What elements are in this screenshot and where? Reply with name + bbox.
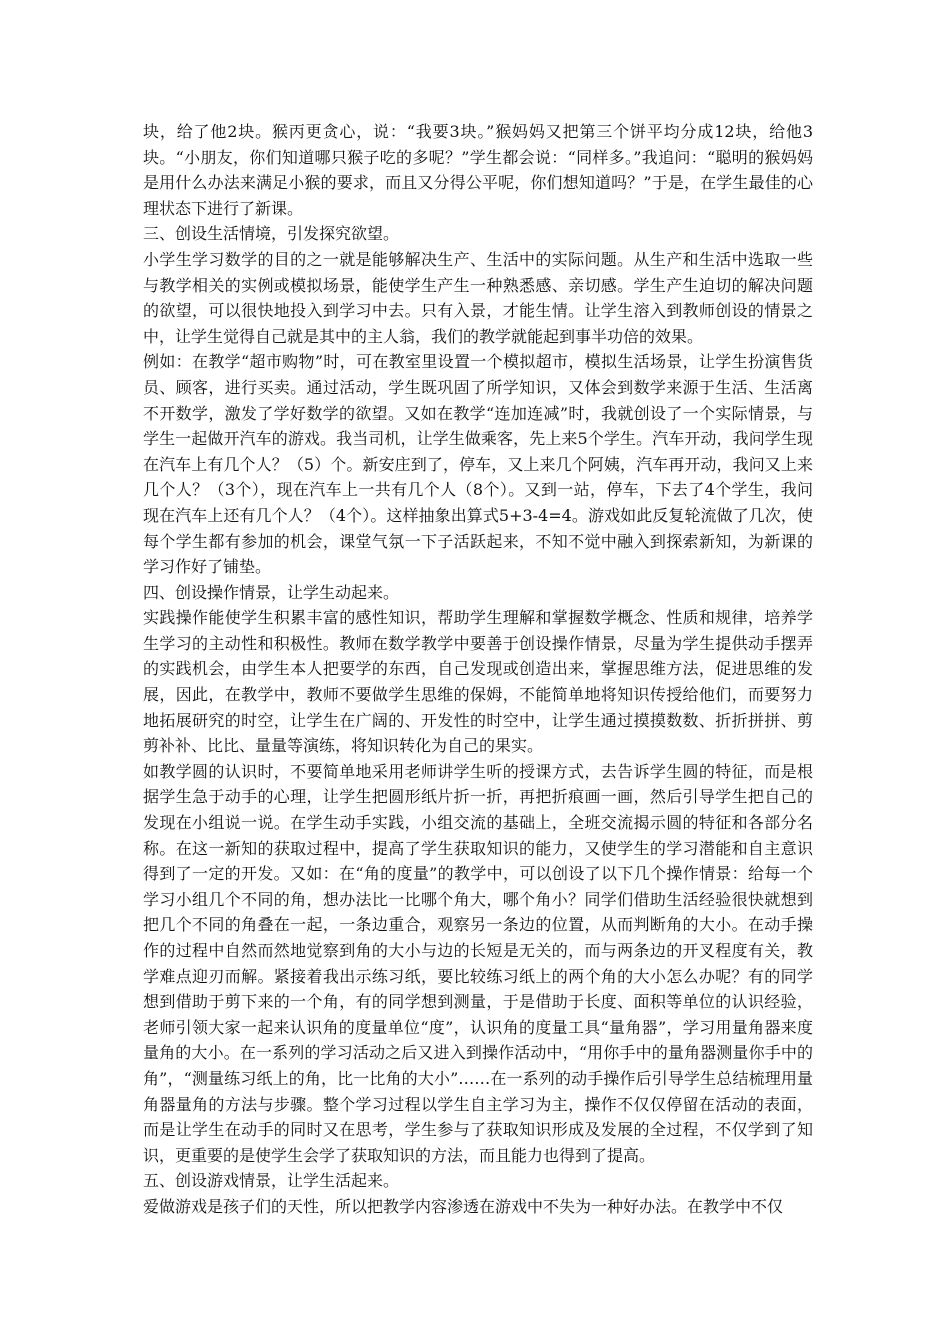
document-body [143, 119, 813, 1220]
paragraph-circle-and-angle-example: 如教学圆的认识时，不要简单地采用老师讲学生听的授课方式，去告诉学生圆的特征，而是根据学生急于动手的心理，让学生把圆形纸片折一折，再把折痕画一画，然后引导学生把自己的发现在小组说一说。在学生动手实践，小组交流的基础上，全班交流揭示圆的特征和各部分名称。在这一新知的获取过程中，提高了学生获取知识的能力，又使学生的学习潜能和自主意识得到了一定的开发。又如：在“角的度量”的教学中，可以创设了以下几个操作情景：给每一个学习小组几个不同的角，想办法比一比哪个角大，哪个角小？同学们借助生活经验很快就想到把几个不同的角叠在一起，一条边重合，观察另一条边的位置，从而判断角的大小。在动手操作的过程中自然而然地觉察到角的大小与边的长短是无关的，而与两条边的开叉程度有关，教学难点迎刃而解。紧接着我出示练习纸，要比较练习纸上的两个角的大小怎么办呢？有的同学想到借助于剪下来的一个角，有的同学想到测量，于是借助于长度、面积等单位的认识经验，老师引领大家一起来认识角的度量单位“度”，认识角的度量工具“量角器”，学习用量角器来度量角的大小。在一系列的学习活动之后又进入到操作活动中，“用你手中的量角器测量你手中的角”，“测量练习纸上的角，比一比角的大小”……在一系列的动手操作后引导学生总结梳理用量角器量角的方法与步骤。整个学习过程以学生自主学习为主，操作不仅仅停留在活动的表面，而是让学生在动手的同时又在思考，学生参与了获取知识形成及发展的全过程，不仅学到了知识，更重要的是使学生会学了获取知识的方法，而且能力也得到了提高。 [143, 761, 813, 1165]
paragraph-life-situation: 小学生学习数学的目的之一就是能够解决生产、生活中的实际问题。从生产和生活中选取一些与教学相关的实例或模拟场景，能使学生产生一种熟悉感、亲切感。学生产生迫切的解决问题的欲望，可以很快地投入到学习中去。只有入景，才能生情。让学生溶入到教师创设的情景之中，让学生觉得自己就是其中的主人翁，我们的教学就能起到事半功倍的效果。 [143, 249, 813, 346]
paragraph-games: 爱做游戏是孩子们的天性，所以把教学内容渗透在游戏中不失为一种好办法。在教学中不仅 [143, 1196, 784, 1216]
paragraph-hands-on-practice: 实践操作能使学生积累丰富的感性知识，帮助学生理解和掌握数学概念、性质和规律，培养学生学习的主动性和积极性。教师在数学教学中要善于创设操作情景，尽量为学生提供动手摆弄的实践机会，由学生本人把要学的东西，自己发现或创造出来，掌握思维方法，促进思维的发展，因此，在教学中，教师不要做学生思维的保姆，不能简单地将知识传授给他们，而要努力地拓展研究的时空，让学生在广阔的、开发性的时空中，让学生通过摸摸数数、折折拼拼、剪剪补补、比比、量量等演练，将知识转化为自己的果实。 [143, 608, 813, 756]
section-heading-4: 四、创设操作情景，让学生动起来。 [143, 582, 400, 602]
section-heading-5: 五、创设游戏情景，让学生活起来。 [143, 1171, 400, 1191]
paragraph-supermarket-example: 例如：在教学“超市购物”时，可在教室里设置一个模拟超市，模拟生活场景，让学生扮演售货员、顾客，进行买卖。通过活动，学生既巩固了所学知识，又体会到数学来源于生活、生活离不开数学，激发了学好数学的欲望。又如在教学“连加连减”时，我就创设了一个实际情景，与学生一起做开汽车的游戏。我当司机，让学生做乘客，先上来5个学生。汽车开动，我问学生现在汽车上有几个人？（5）个。新安庄到了，停车，又上来几个阿姨，汽车再开动，我问又上来几个人？（3个），现在汽车上一共有几个人（8个）。又到一站，停车，下去了4个学生，我问现在汽车上还有几个人？（4个）。这样抽象出算式5+3-4=4。游戏如此反复轮流做了几次，使每个学生都有参加的机会，课堂气氛一下子活跃起来，不知不觉中融入到探索新知，为新课的学习作好了铺垫。 [143, 352, 813, 577]
section-heading-3: 三、创设生活情境，引发探究欲望。 [143, 224, 400, 244]
paragraph-monkey-story-end: 块，给了他2块。猴丙更贪心，说：“我要3块。”猴妈妈又把第三个饼平均分成12块，给他3块。“小朋友，你们知道哪只猴子吃的多呢？”学生都会说：“同样多。”我追问：“聪明的猴妈妈是用什么办法来满足小猴的要求，而且又分得公平呢，你们想知道吗？”于是，在学生最佳的心理状态下进行了新课。 [143, 122, 813, 218]
